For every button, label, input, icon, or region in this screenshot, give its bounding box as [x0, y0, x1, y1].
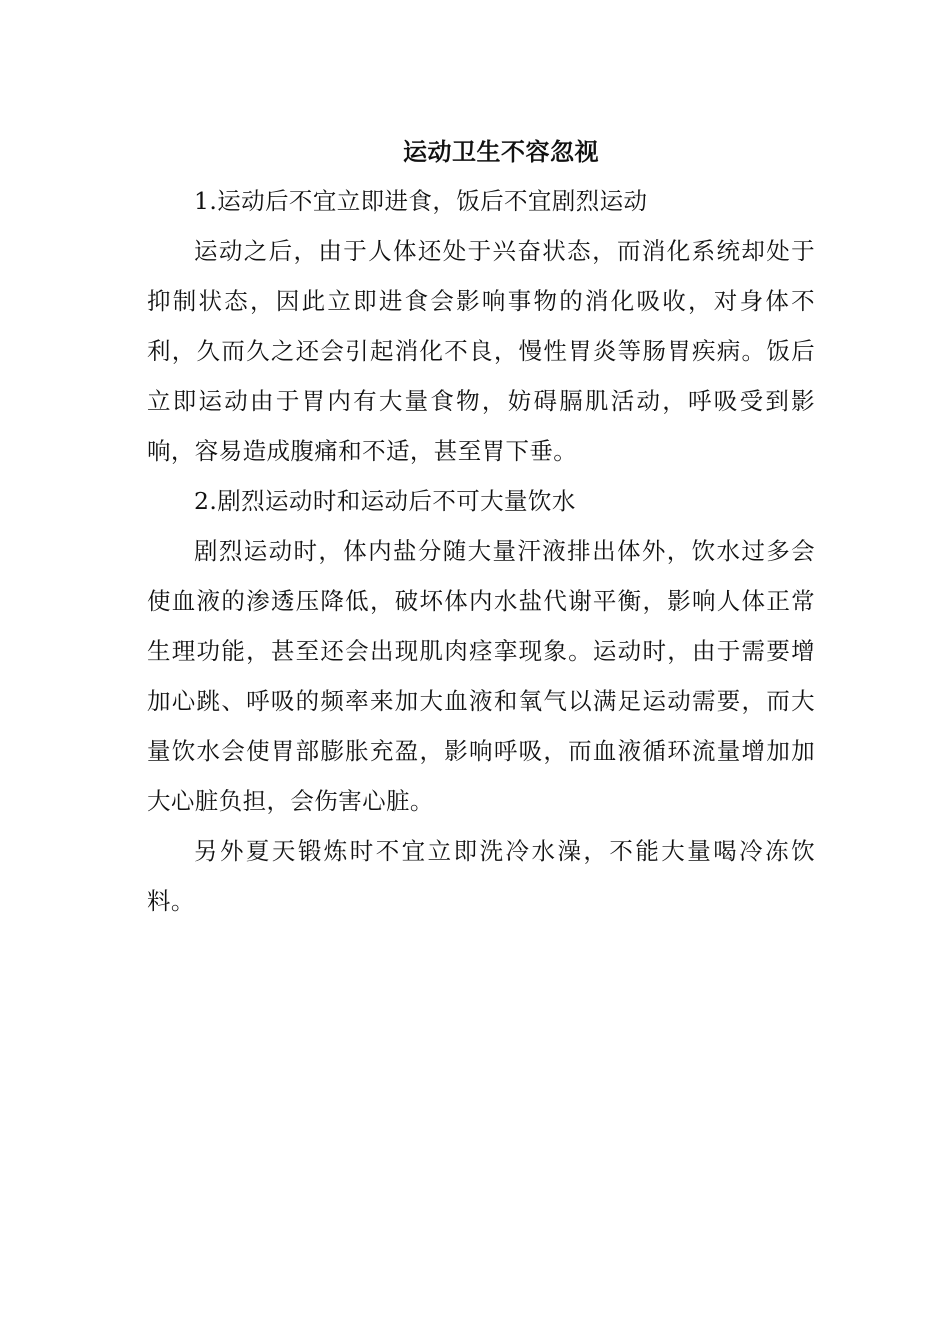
section-2-heading: 2.剧烈运动时和运动后不可大量饮水	[194, 487, 576, 515]
section-1-heading: 1.运动后不宜立即进食，饭后不宜剧烈运动	[194, 187, 648, 215]
document-title: 运动卫生不容忽视	[403, 137, 599, 166]
closing-paragraph: 另外夏天锻炼时不宜立即洗冷水澡，不能大量喝冷冻饮料。	[147, 837, 815, 915]
section-2-paragraph: 剧烈运动时，体内盐分随大量汗液排出体外，饮水过多会使血液的渗透压降低，破坏体内水盐代谢平衡，影响人体正常生理功能，甚至还会出现肌肉痉挛现象。运动时，由于需要增加心跳、呼吸的频率来加大血液和氧气以满足运动需要，而大量饮水会使胃部膨胀充盈，影响呼吸，而血液循环流量增加加大心脏负担，会伤害心脏。	[147, 537, 815, 815]
document-body	[147, 128, 815, 926]
section-1-paragraph: 运动之后，由于人体还处于兴奋状态，而消化系统却处于抑制状态，因此立即进食会影响事物的消化吸收，对身体不利，久而久之还会引起消化不良，慢性胃炎等肠胃疾病。饭后立即运动由于胃内有大量食物，妨碍膈肌活动，呼吸受到影响，容易造成腹痛和不适，甚至胃下垂。	[147, 237, 815, 465]
